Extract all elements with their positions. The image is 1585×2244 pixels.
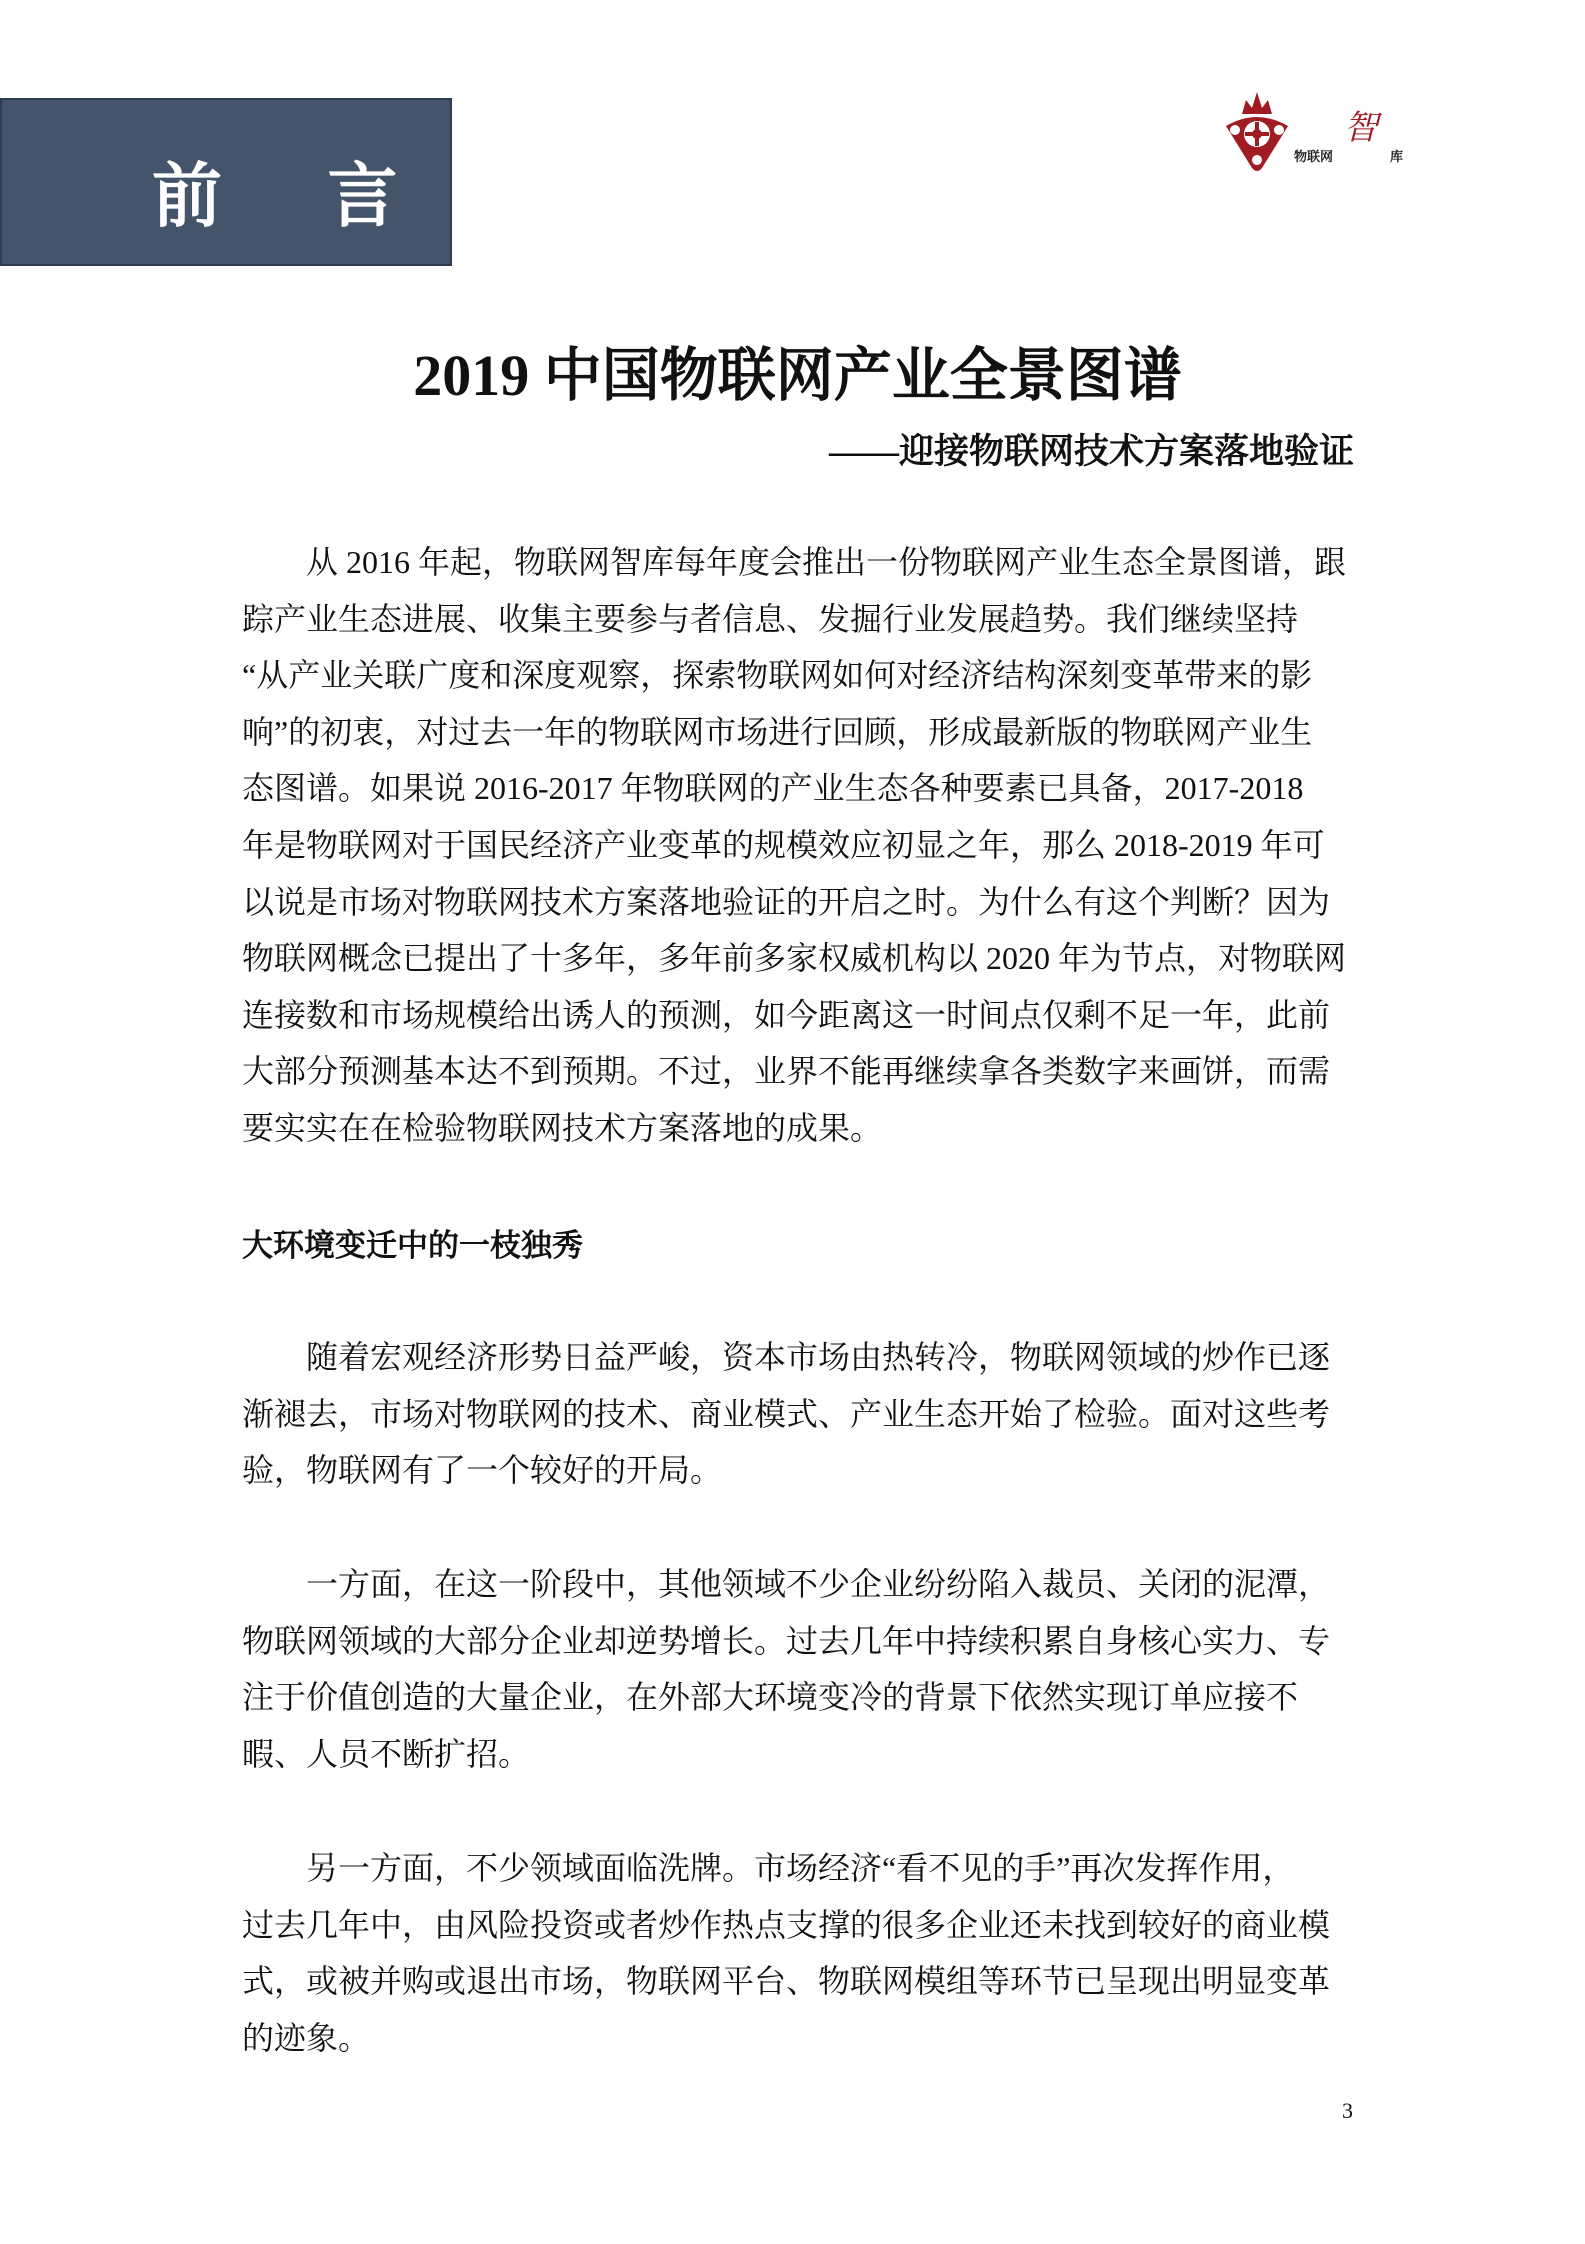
page-number: 3 [1342, 2098, 1353, 2123]
text-line: 验，物联网有了一个较好的开局。 [242, 1452, 723, 1489]
text-line: 一方面，在这一阶段中，其他领域不少企业纷纷陷入裁员、关闭的泥潭， [306, 1566, 1331, 1602]
logo-text: 物联网 [1294, 150, 1334, 165]
text-line: 态图谱。如果说 2016-2017 年物联网的产业生态各种要素已具备，2017-2018 [242, 770, 1304, 807]
text-line: 响”的初衷，对过去一年的物联网市场进行回顾，形成最新版的物联网产业生 [242, 713, 1313, 750]
text-line: 物联网领域的大部分企业却逆势增长。过去几年中持续积累自身核心实力、专 [242, 1622, 1331, 1659]
text-line: 年是物联网对于国民经济产业变革的规模效应初显之年，那么 2018-2019 年可 [242, 826, 1325, 863]
text-line: 过去几年中，由风险投资或者炒作热点支撑的很多企业还未找到较好的商业模 [242, 1906, 1331, 1943]
text-line: 物联网概念已提出了十多年，多年前多家权威机构以 2020 年为节点，对物联网 [242, 940, 1347, 977]
paragraph [242, 1840, 1362, 2066]
text-line: 注于价值创造的大量企业，在外部大环境变冷的背景下依然实现订单应接不 [242, 1679, 1299, 1716]
section-heading: 大环境变迁中的一枝独秀 [242, 1228, 583, 1264]
paragraph [242, 534, 1362, 1157]
text-line: 从 2016 年起，物联网智库每年度会推出一份物联网产业生态全景图谱，跟 [306, 544, 1347, 580]
document-title: 2019 中国物联网产业全景图谱 [413, 343, 1182, 408]
text-line: 连接数和市场规模给出诱人的预测，如今距离这一时间点仅剩不足一年，此前 [242, 996, 1331, 1033]
text-line: 以说是市场对物联网技术方案落地验证的开启之时。为什么有这个判断？因为 [242, 883, 1331, 920]
paragraph [242, 1556, 1362, 1782]
logo-ku: 库 [1390, 150, 1404, 165]
text-line: 渐褪去，市场对物联网的技术、商业模式、产业生态开始了检验。面对这些考 [242, 1395, 1331, 1432]
text-line: 随着宏观经济形势日益严峻，资本市场由热转冷，物联网领域的炒作已逐 [306, 1339, 1331, 1375]
section-title: 前 言 [152, 159, 442, 236]
text-line: 另一方面，不少领域面临洗牌。市场经济“看不见的手”再次发挥作用， [306, 1850, 1295, 1886]
text-line: 暇、人员不断扩招。 [242, 1735, 531, 1772]
text-line: 要实实在在检验物联网技术方案落地的成果。 [242, 1109, 883, 1146]
logo [1222, 86, 1422, 186]
text-line: 的迹象。 [242, 2019, 371, 2056]
logo-zhi: 智 [1344, 108, 1378, 148]
text-line: 式，或被并购或退出市场，物联网平台、物联网模组等环节已呈现出明显变革 [242, 1963, 1331, 2000]
text-line: “从产业关联广度和深度观察，探索物联网如何对经济结构深刻变革带来的影 [242, 657, 1313, 694]
document-subtitle: ——迎接物联网技术方案落地验证 [828, 432, 1354, 471]
text-line: 踪产业生态进展、收集主要参与者信息、发掘行业发展趋势。我们继续坚持 [242, 600, 1299, 637]
logo-emblem-icon [1222, 86, 1292, 182]
text-line: 大部分预测基本达不到预期。不过，业界不能再继续拿各类数字来画饼，而需 [242, 1053, 1331, 1090]
section-header-box [0, 98, 452, 266]
paragraph [242, 1329, 1362, 1499]
